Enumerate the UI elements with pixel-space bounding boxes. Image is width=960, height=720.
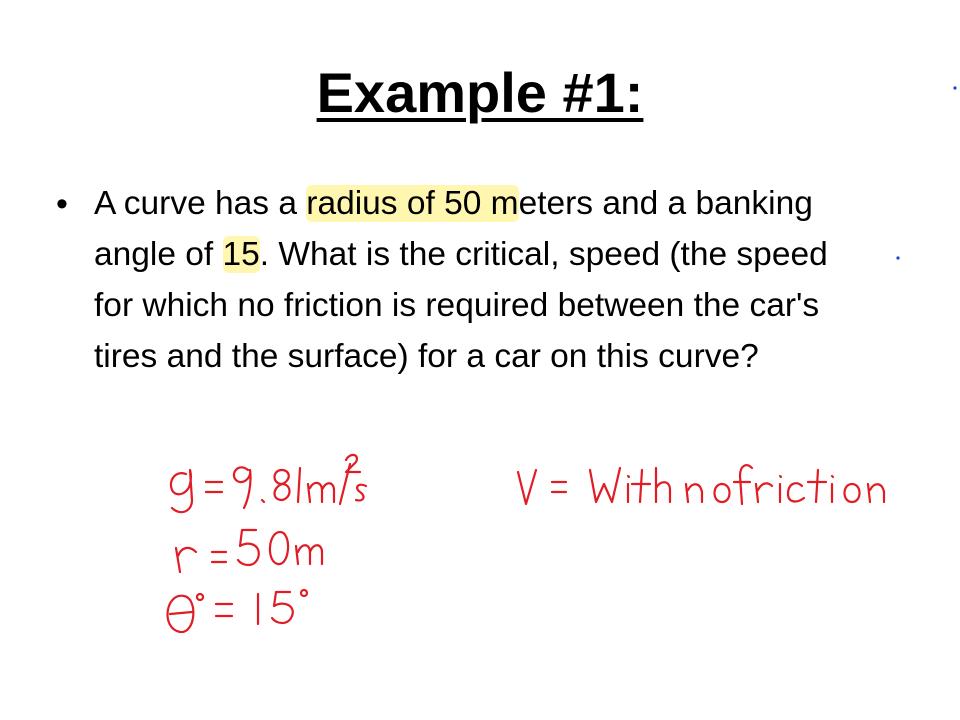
ink-r-equation — [176, 530, 322, 572]
bullet-marker: • — [56, 185, 68, 223]
handwritten-g — [0, 0, 1, 1]
handwritten-r — [0, 0, 1, 1]
ink-theta-equation — [168, 590, 307, 632]
slide-title: Example #1: — [316, 61, 644, 124]
handwritten-v — [0, 0, 1, 1]
ink-g-equation — [171, 455, 366, 512]
highlighted-angle: 15 — [222, 236, 260, 273]
highlighted-radius: radius of 50 m — [306, 185, 519, 222]
text-segment: eters and a banking angle of — [94, 185, 813, 273]
ink-v-equation — [518, 465, 884, 504]
handwritten-theta — [0, 0, 1, 1]
text-segment: . What is the critical, speed (the speed for which no friction is required between the car's tires and the surface) for a car on this curve? — [94, 236, 828, 375]
bullet-item — [56, 178, 856, 382]
text-segment: A curve has a — [94, 185, 307, 222]
problem-text — [94, 178, 856, 382]
pen-dot — [896, 256, 899, 259]
